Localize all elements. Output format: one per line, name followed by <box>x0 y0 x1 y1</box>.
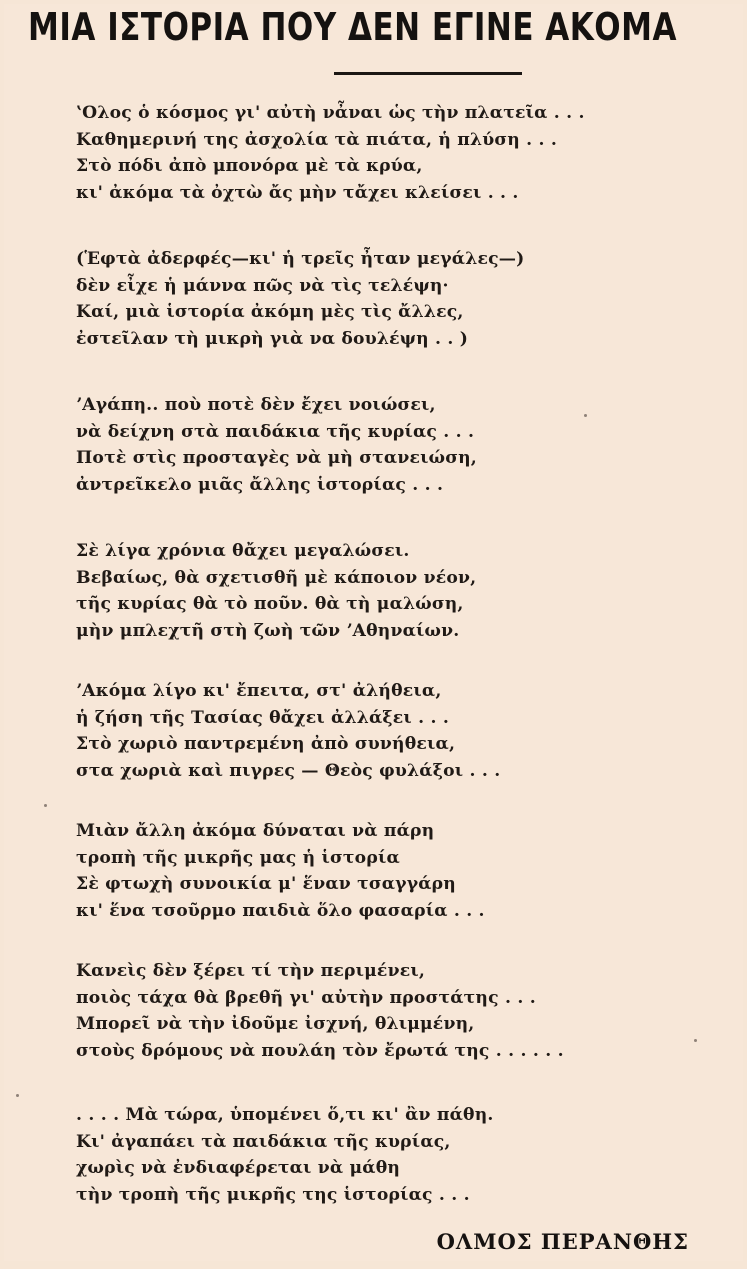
stanza-6 <box>76 818 485 924</box>
poem-line: χωρὶς νὰ ἐνδιαφέρεται νὰ μάθη <box>76 1158 401 1178</box>
poem-line: ἡ ζήση τῆς Τασίας θἄχει ἀλλάξει . . . <box>76 707 450 728</box>
print-speck <box>16 1094 19 1097</box>
poem-line: ʼΑγάπη.. ποὺ ποτὲ δὲν ἔχει νοιώσει, <box>76 395 436 415</box>
stanza-3 <box>76 392 477 498</box>
print-speck <box>694 1039 697 1042</box>
poem-line: Μιὰν ἄλλη ἀκόμα δύναται νὰ πάρη <box>76 821 435 841</box>
stanza-2 <box>76 246 525 352</box>
stanza-1 <box>76 100 585 206</box>
poem-line: Καθημερινή της ἀσχολία τὰ πιάτα, ἡ πλύση . . . <box>76 129 558 150</box>
poem-line: Κι' ἀγαπάει τὰ παιδάκια τῆς κυρίας, <box>76 1131 451 1152</box>
author-signature: ΟΛΜΟΣ ΠΕΡΑΝΘΗΣ <box>436 1229 689 1254</box>
poem-line: . . . . Μὰ τώρα, ὑπομένει ὅ,τι κι' ἂν πάθη. <box>76 1105 494 1125</box>
poem-title: ΜΙΑ ΙΣΤΟΡΙΑ ΠΟΥ ΔΕΝ ΕΓΙΝΕ ΑΚΟΜΑ <box>28 6 677 50</box>
poem-line: ʽΟλος ὁ κόσμος γι' αὐτὴ νἆναι ὡς τὴν πλατεῖα . . . <box>76 103 585 123</box>
poem-line: Κανεὶς δὲν ξέρει τί τὴν περιμένει, <box>76 961 426 981</box>
poem-line: μὴν μπλεχτῆ στὴ ζωὴ τῶν ʼΑθηναίων. <box>76 620 460 641</box>
poem-line: Σὲ λίγα χρόνια θἄχει μεγαλώσει. <box>76 541 410 561</box>
poem-line: Στὸ χωριὸ παντρεμένη ἀπὸ συνήθεια, <box>76 734 456 754</box>
stanza-4 <box>76 538 476 644</box>
print-speck <box>584 414 587 417</box>
poem-line: ʼΑκόμα λίγο κι' ἔπειτα, στ' ἀλήθεια, <box>76 681 442 701</box>
poem-line: ἀντρεῖκελο μιᾶς ἄλλης ἱστορίας . . . <box>76 474 444 495</box>
poem-line: ἐστεῖλαν τὴ μικρὴ γιὰ να δουλέψη . . ) <box>76 328 469 349</box>
poem-line: νὰ δείχνη στὰ παιδάκια τῆς κυρίας . . . <box>76 421 475 442</box>
poem-line: Μπορεῖ νὰ τὴν ἰδοῦμε ἰσχνή, θλιμμένη, <box>76 1014 475 1034</box>
poem-line: Σὲ φτωχὴ συνοικία μ' ἕναν τσαγγάρη <box>76 874 457 894</box>
poem-line: τὴν τροπὴ τῆς μικρῆς της ἱστορίας . . . <box>76 1184 470 1205</box>
poem-line: τροπὴ τῆς μικρῆς μας ἡ ἱστορία <box>76 847 400 868</box>
stanza-5 <box>76 678 500 784</box>
poem-line: δὲν εἶχε ἡ μάννα πῶς νὰ τὶς τελέψη· <box>76 275 449 296</box>
stanza-7 <box>76 958 564 1064</box>
poem-line: Καί, μιὰ ἱστορία ἀκόμη μὲς τὶς ἄλλες, <box>76 302 464 322</box>
print-speck <box>44 804 47 807</box>
poem-line: κι' ἀκόμα τὰ ὀχτὼ ἄς μὴν τἄχει κλείσει . . . <box>76 182 519 203</box>
stanza-8 <box>76 1102 494 1208</box>
poem-line: στοὺς δρόμους νὰ πουλάη τὸν ἔρωτά της . . . . . . <box>76 1040 564 1061</box>
poem-line: κι' ἕνα τσοῦρμο παιδιὰ ὅλο φασαρία . . . <box>76 900 485 921</box>
poem-line: Ποτὲ στὶς προσταγὲς νὰ μὴ στανειώση, <box>76 448 477 468</box>
poem-line: Στὸ πόδι ἀπὸ μπονόρα μὲ τὰ κρύα, <box>76 156 423 176</box>
poem-line: τῆς κυρίας θὰ τὸ ποῦν. θὰ τὴ μαλώση, <box>76 594 464 614</box>
newspaper-clipping <box>4 4 743 1261</box>
poem-line: Βεβαίως, θὰ σχετισθῆ μὲ κάποιον νέον, <box>76 567 477 588</box>
poem-line: στα χωριὰ καὶ πιγρες — Θεὸς φυλάξοι . . . <box>76 760 501 781</box>
title-underline <box>334 72 522 75</box>
poem-line: ποιὸς τάχα θὰ βρεθῆ γι' αὐτὴν προστάτης . . . <box>76 987 536 1008</box>
poem-line: (Ἑφτὰ ἀδερφές—κι' ἡ τρεῖς ἦταν μεγάλες—) <box>76 249 525 269</box>
